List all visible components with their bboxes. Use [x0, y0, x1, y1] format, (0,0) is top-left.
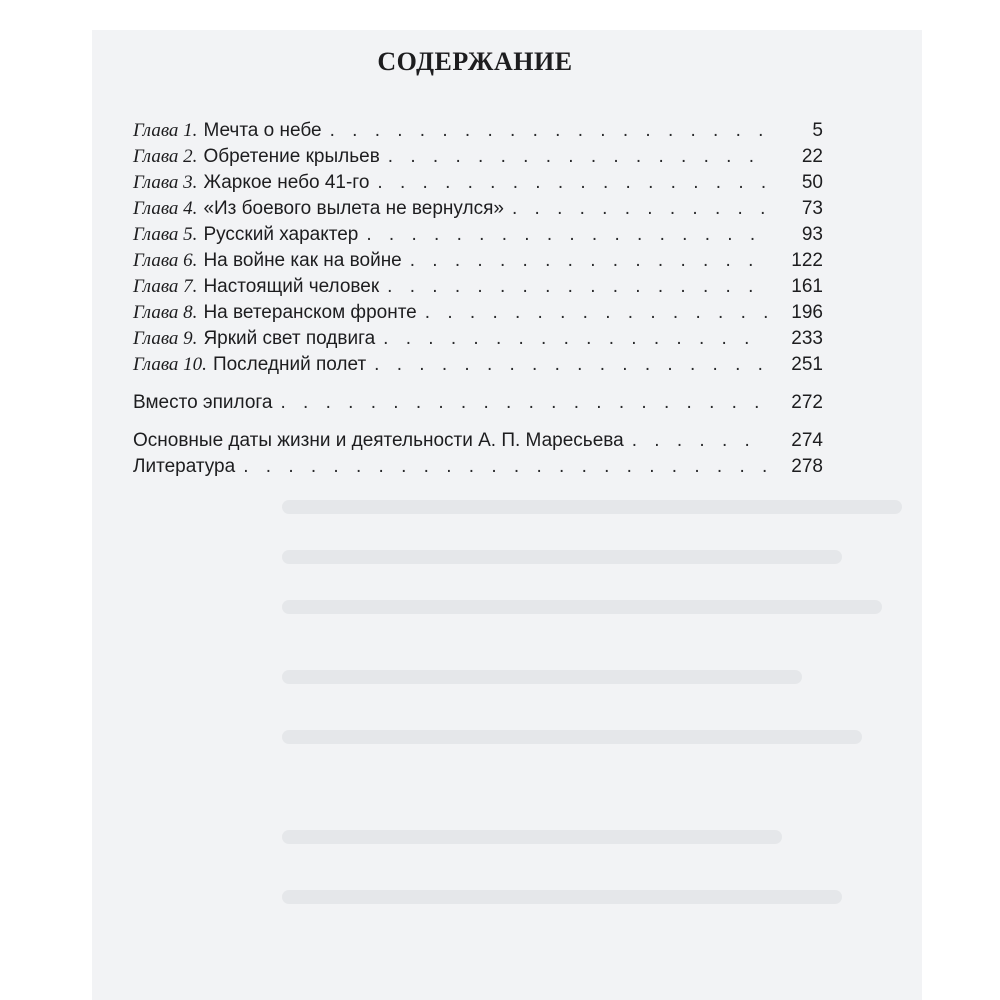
- chapter-title: На войне как на войне: [203, 250, 402, 271]
- dot-leader: [330, 118, 767, 144]
- dot-leader: [377, 170, 767, 196]
- toc-entry-chapter-9[interactable]: [133, 326, 823, 352]
- toc-entry-chapter-3[interactable]: [133, 170, 823, 196]
- dot-leader: [374, 352, 767, 378]
- page-number: 73: [801, 198, 823, 219]
- show-through-text: [282, 830, 782, 844]
- toc-entry-label: [133, 248, 402, 274]
- toc-entry-chapter-1[interactable]: [133, 118, 823, 144]
- chapter-number: Глава 9.: [133, 328, 198, 349]
- chapter-title: На ветеранском фронте: [203, 302, 417, 323]
- page-number: 233: [791, 328, 823, 349]
- literature-title: Литература: [133, 456, 236, 477]
- toc-entry-label: [133, 196, 504, 222]
- toc-entry-label: [133, 222, 358, 248]
- page-title: СОДЕРЖАНИЕ: [377, 47, 573, 76]
- epilogue-title: Вместо эпилога: [133, 392, 273, 413]
- toc-entry-label: [133, 118, 322, 144]
- chapter-number: Глава 8.: [133, 302, 198, 323]
- show-through-text: [282, 670, 802, 684]
- show-through-text: [282, 600, 882, 614]
- page-number: 272: [791, 392, 823, 413]
- chapter-title: Последний полет: [212, 354, 367, 375]
- toc-entry-key-dates[interactable]: [133, 428, 823, 454]
- page-number: 196: [791, 302, 823, 323]
- show-through-text: [282, 890, 842, 904]
- page-number: 50: [801, 172, 823, 193]
- toc-entry-label: [133, 300, 417, 326]
- dot-leader: [632, 428, 767, 454]
- chapter-title: Мечта о небе: [203, 120, 322, 141]
- chapter-title: Яркий свет подвига: [203, 328, 376, 349]
- dot-leader: [387, 274, 767, 300]
- toc-entry-literature[interactable]: [133, 454, 823, 480]
- page-number: 274: [791, 430, 823, 451]
- toc-entry-label: [133, 326, 375, 352]
- chapter-title: «Из боевого вылета не вернулся»: [203, 198, 504, 219]
- toc-entry-chapter-7[interactable]: [133, 274, 823, 300]
- chapter-number: Глава 4.: [133, 198, 198, 219]
- chapter-number: Глава 3.: [133, 172, 198, 193]
- show-through-text: [282, 730, 862, 744]
- chapter-number: Глава 5.: [133, 224, 198, 245]
- dot-leader: [366, 222, 767, 248]
- chapter-number: Глава 6.: [133, 250, 198, 271]
- page-number: 251: [791, 354, 823, 375]
- dot-leader: [243, 454, 767, 480]
- chapter-number: Глава 1.: [133, 120, 198, 141]
- dot-leader: [410, 248, 767, 274]
- dot-leader: [512, 196, 767, 222]
- chapter-title: Настоящий человек: [203, 276, 380, 297]
- page-number: 5: [812, 120, 823, 141]
- toc-entry-chapter-8[interactable]: [133, 300, 823, 326]
- toc-entry-chapter-5[interactable]: [133, 222, 823, 248]
- toc-entry-label: [133, 274, 379, 300]
- toc-entry-chapter-4[interactable]: [133, 196, 823, 222]
- toc-entry-chapter-6[interactable]: [133, 248, 823, 274]
- dot-leader: [425, 300, 767, 326]
- table-of-contents: [133, 118, 823, 480]
- dot-leader: [383, 326, 767, 352]
- toc-entry-label: [133, 144, 380, 170]
- key-dates-title: Основные даты жизни и деятельности А. П. Маресьева: [133, 430, 624, 451]
- toc-entry-chapter-2[interactable]: [133, 144, 823, 170]
- toc-entry-label: [133, 352, 366, 378]
- chapter-number: Глава 10.: [133, 354, 207, 375]
- page-number: 122: [791, 250, 823, 271]
- toc-entry-chapter-10[interactable]: [133, 352, 823, 378]
- page-number: 22: [801, 146, 823, 167]
- show-through-text: [282, 500, 902, 514]
- page-number: 278: [791, 456, 823, 477]
- dot-leader: [280, 390, 767, 416]
- show-through-text: [282, 550, 842, 564]
- chapter-title: Жаркое небо 41-го: [203, 172, 370, 193]
- page-number: 93: [801, 224, 823, 245]
- toc-entry-epilogue[interactable]: [133, 390, 823, 416]
- chapter-title: Обретение крыльев: [203, 146, 380, 167]
- chapter-number: Глава 2.: [133, 146, 198, 167]
- dot-leader: [388, 144, 767, 170]
- chapter-number: Глава 7.: [133, 276, 198, 297]
- chapter-title: Русский характер: [203, 224, 359, 245]
- page-number: 161: [791, 276, 823, 297]
- toc-entry-label: [133, 170, 369, 196]
